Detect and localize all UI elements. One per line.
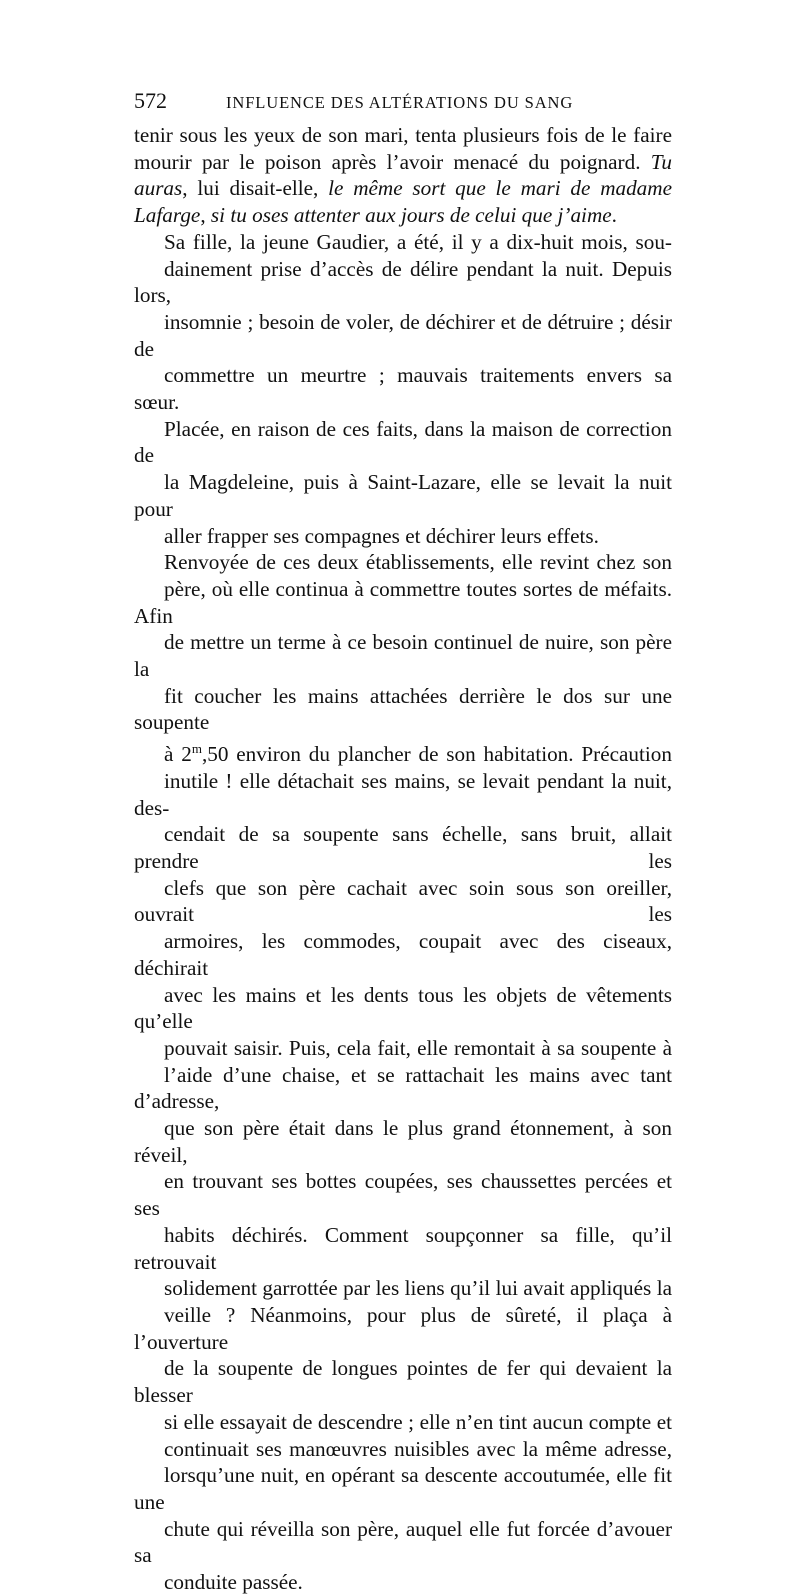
text-line: insomnie ; besoin de voler, de déchirer et de détruire ; désir de [134,309,672,361]
text-line: mourir par le poison après l’avoir menacé du poignard. Tu [134,149,672,174]
body-text [134,122,672,1596]
italic-text: Lafarge [134,203,201,228]
book-page [134,88,672,1596]
page-number: 572 [134,88,167,113]
italic-text: Tu [650,149,672,174]
text-line: continuait ses manœuvres nuisibles avec la même adresse, [164,1436,672,1461]
paragraph [134,229,672,549]
text-line: cendait de sa soupente sans échelle, sans bruit, allait prendre les [134,822,672,874]
text-line: clefs que son père cachait avec soin sous son oreiller, ouvrait les [134,875,672,927]
text-line: l’aide d’une chaise, et se rattachait les mains avec tant d’adresse, [134,1062,672,1114]
text-line: inutile ! elle détachait ses mains, se levait pendant la nuit, des- [134,768,672,820]
superscript-unit: m [191,741,202,757]
paragraph [134,549,672,1595]
text-line: commettre un meurtre ; mauvais traitements envers sa sœur. [134,363,672,415]
text-line: de mettre un terme à ce besoin continuel de nuire, son père la [134,630,672,682]
text-line: habits déchirés. Comment soupçonner sa fille, qu’il retrouvait [134,1222,672,1274]
text-line: aller frapper ses compagnes et déchirer leurs effets. [164,523,599,548]
text-line: conduite passée. [164,1570,303,1595]
text-line: fit coucher les mains attachées derrière le dos sur une soupente [134,683,672,735]
italic-text: si tu oses attenter aux jours de celui que j’aime [210,203,612,228]
text-line: la Magdeleine, puis à Saint-Lazare, elle se levait la nuit pour [134,470,672,521]
text-line: si elle essayait de descendre ; elle n’en tint aucun compte et [164,1409,672,1434]
text-line: chute qui réveilla son père, auquel elle fut forcée d’avouer sa [134,1516,672,1568]
text-line: Lafarge, si tu oses attenter aux jours de celui que j’aime. [134,203,617,228]
text-line: Sa fille, la jeune Gaudier, a été, il y a dix-huit mois, sou- [164,229,672,254]
text-line: Placée, en raison de ces faits, dans la maison de correction de [134,416,672,468]
text-line: auras, lui disait-elle, le même sort que le mari de madame [134,176,672,201]
italic-text: le même sort que le mari de madame [328,176,672,201]
text-line: tenir sous les yeux de son mari, tenta plusieurs fois de le faire [134,123,672,147]
text-line: solidement garrottée par les liens qu’il lui avait appliqués la [164,1276,672,1301]
text-line: veille ? Néanmoins, pour plus de sûreté, il plaça à l’ouverture [134,1303,672,1354]
text-line: de la soupente de longues pointes de fer qui devaient la blesser [134,1356,672,1408]
italic-text: auras [134,176,183,201]
page-header [134,88,672,122]
text-line: père, où elle continua à commettre toutes sortes de méfaits. Afin [134,576,672,628]
text-line: en trouvant ses bottes coupées, ses chaussettes percées et ses [134,1169,672,1221]
text-line: dainement prise d’accès de délire pendant la nuit. Depuis lors, [134,256,672,308]
text-line: armoires, les commodes, coupait avec des ciseaux, déchirait [134,929,672,980]
paragraph [134,122,672,229]
text-line: que son père était dans le plus grand étonnement, à son réveil, [134,1116,672,1167]
text-line: à 2$^m$,50 environ du plancher de son habitation. Précaution [164,741,672,767]
text-line: Renvoyée de ces deux établissements, elle revint chez son [164,550,672,575]
text-line: lorsqu’une nuit, en opérant sa descente accoutumée, elle fit une [134,1463,672,1514]
running-head: INFLUENCE DES ALTÉRATIONS DU SANG [226,93,574,112]
text-line: pouvait saisir. Puis, cela fait, elle remontait à sa soupente à [164,1035,672,1060]
text-line: avec les mains et les dents tous les objets de vêtements qu’elle [134,982,672,1034]
